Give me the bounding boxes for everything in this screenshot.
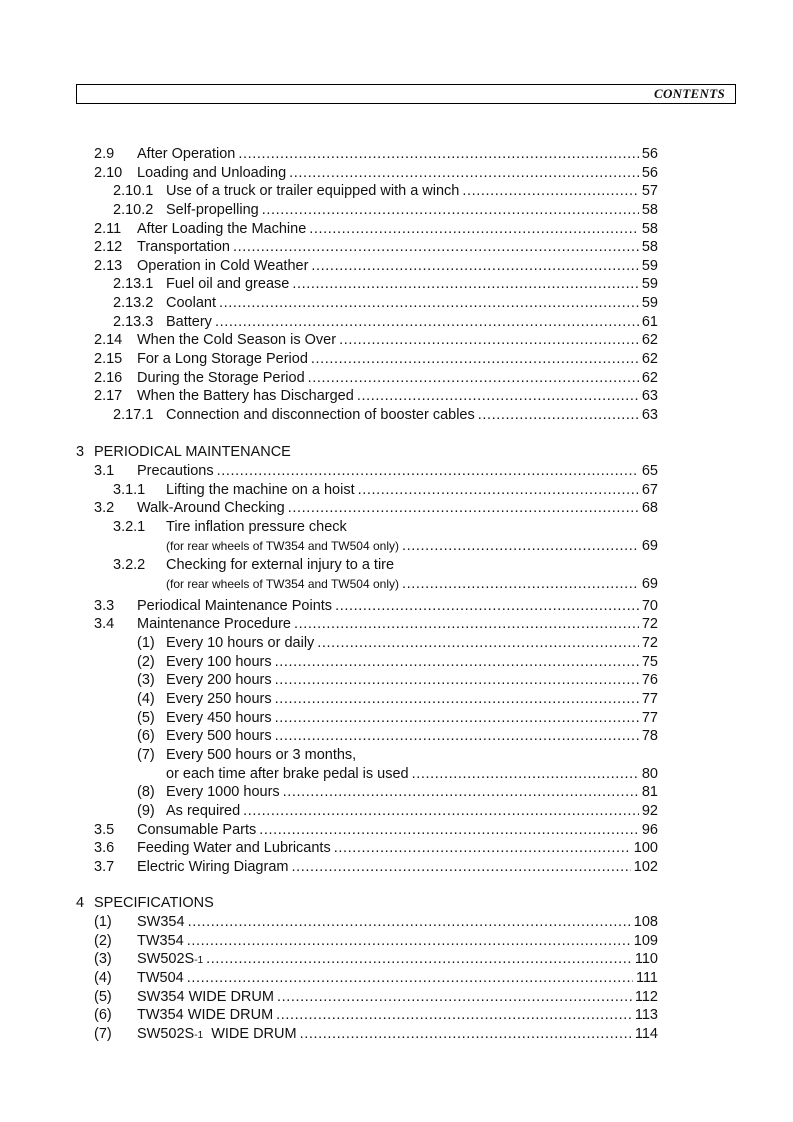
toc-entry-title: Precautions <box>137 463 214 479</box>
dot-leader <box>215 313 639 332</box>
toc-entry-title: Transportation <box>137 239 230 255</box>
toc-entry[interactable] <box>0 1006 793 1025</box>
toc-entry-number: 2.13.1 <box>113 276 154 292</box>
dot-leader <box>275 727 639 746</box>
dot-leader <box>275 653 639 672</box>
toc-entry[interactable] <box>0 462 793 481</box>
toc-entry-title: Coolant <box>166 295 216 311</box>
toc-entry-number: (1) <box>137 635 155 651</box>
toc-entry-number: 3 <box>76 444 85 460</box>
toc-entry-number: 2.17 <box>94 388 123 404</box>
toc-entry-number: 3.2.2 <box>113 557 146 573</box>
toc-entry-page: 65 <box>641 463 658 479</box>
toc-entry-number: 3.7 <box>94 859 115 875</box>
toc-entry[interactable] <box>0 709 793 728</box>
toc-entry-number: (4) <box>137 691 155 707</box>
toc-entry[interactable] <box>0 331 793 350</box>
toc-entry-page: 58 <box>641 239 658 255</box>
toc-entry[interactable] <box>0 783 793 802</box>
header-box <box>76 84 736 104</box>
toc-entry[interactable] <box>0 746 793 765</box>
toc-entry-number: 2.10.1 <box>113 183 154 199</box>
toc-entry-title: Checking for external injury to a tire <box>166 557 395 573</box>
toc-entry-page: 67 <box>641 482 658 498</box>
toc-entry-page: 69 <box>641 538 658 554</box>
toc-entry-page: 62 <box>641 370 658 386</box>
toc-entry-title: During the Storage Period <box>137 370 305 386</box>
toc-entry-title: Every 200 hours <box>166 672 272 688</box>
toc-entry-page: 81 <box>641 784 658 800</box>
toc-entry[interactable] <box>0 387 793 406</box>
toc-entry[interactable] <box>0 988 793 1007</box>
toc-entry[interactable] <box>0 894 793 913</box>
toc-entry-title: Self-propelling <box>166 202 259 218</box>
toc-entry[interactable] <box>0 556 793 575</box>
toc-entry-page: 80 <box>641 766 658 782</box>
toc-entry[interactable] <box>0 821 793 840</box>
dot-leader <box>339 331 639 350</box>
dot-leader <box>300 1025 632 1044</box>
toc-entry-page: 100 <box>633 840 658 856</box>
toc-entry[interactable] <box>0 653 793 672</box>
toc-entry[interactable] <box>0 350 793 369</box>
toc-entry-title: When the Battery has Discharged <box>137 388 354 404</box>
toc-entry[interactable] <box>0 182 793 201</box>
toc-entry-title: SW502S-1 <box>137 951 204 967</box>
toc-entry[interactable] <box>0 275 793 294</box>
dot-leader <box>311 350 639 369</box>
toc-entry-page: 77 <box>641 691 658 707</box>
toc-entry-page: 75 <box>641 654 658 670</box>
model-suffix: -1 <box>194 1030 204 1041</box>
page-header-title: CONTENTS <box>653 86 725 101</box>
toc-entry-title: When the Cold Season is Over <box>137 332 337 348</box>
dot-leader <box>276 1006 632 1025</box>
toc-entry-title: or each time after brake pedal is used <box>166 766 409 782</box>
toc-entry-page: 58 <box>641 202 658 218</box>
toc-entry-number: 3.5 <box>94 822 115 838</box>
toc-entry-page: 59 <box>641 276 658 292</box>
dot-leader <box>309 220 639 239</box>
toc-entry[interactable] <box>0 597 793 616</box>
dot-leader <box>478 406 639 425</box>
toc-entry[interactable] <box>0 220 793 239</box>
toc-entry-number: (7) <box>94 1026 112 1042</box>
dot-leader <box>308 369 639 388</box>
dot-leader <box>275 709 639 728</box>
toc-entry-number: 3.3 <box>94 598 115 614</box>
toc-entry-page: 70 <box>641 598 658 614</box>
dot-leader <box>187 969 633 988</box>
toc-entry-title: Loading and Unloading <box>137 165 287 181</box>
toc-entry-title: For a Long Storage Period <box>137 351 308 367</box>
toc-entry-page: 63 <box>641 388 658 404</box>
toc-entry-page: 58 <box>641 221 658 237</box>
toc-entry-page: 114 <box>634 1026 658 1042</box>
toc-entry-title: Lifting the machine on a hoist <box>166 482 355 498</box>
dot-leader <box>294 615 639 634</box>
toc-entry-number: 3.6 <box>94 840 115 856</box>
toc-entry[interactable] <box>0 369 793 388</box>
toc-entry-title: Electric Wiring Diagram <box>137 859 289 875</box>
toc-entry-title: SW354 WIDE DRUM <box>137 989 274 1005</box>
toc-entry-title: Every 250 hours <box>166 691 272 707</box>
toc-entry-page: 56 <box>641 165 658 181</box>
toc-entry-number: (4) <box>94 970 112 986</box>
toc-entry[interactable] <box>0 765 793 784</box>
dot-leader <box>262 201 639 220</box>
toc-entry-title: Tire inflation pressure check <box>166 519 347 535</box>
toc-entry[interactable] <box>0 1025 793 1044</box>
toc-entry[interactable] <box>0 671 793 690</box>
dot-leader <box>358 481 639 500</box>
toc-entry-page: 59 <box>641 295 658 311</box>
toc-entry[interactable] <box>0 313 793 332</box>
toc-entry[interactable] <box>0 575 793 594</box>
dot-leader <box>283 783 639 802</box>
toc-entry-number: 2.13 <box>94 258 123 274</box>
dot-leader <box>334 839 631 858</box>
dot-leader <box>188 913 631 932</box>
dot-leader <box>292 275 639 294</box>
toc-entry-number: 2.15 <box>94 351 123 367</box>
dot-leader <box>217 462 639 481</box>
toc-entry[interactable] <box>0 481 793 500</box>
toc-entry-number: (1) <box>94 914 112 930</box>
toc-entry-page: 112 <box>634 989 658 1005</box>
toc-entry[interactable] <box>0 499 793 518</box>
toc-entry[interactable] <box>0 802 793 821</box>
toc-entry-title: Every 500 hours or 3 months, <box>166 747 357 763</box>
toc-entry-number: (9) <box>137 803 155 819</box>
toc-entry-page: 63 <box>641 407 658 423</box>
toc-entry[interactable] <box>0 238 793 257</box>
toc-entry[interactable] <box>0 201 793 220</box>
toc-entry[interactable] <box>0 406 793 425</box>
dot-leader <box>402 575 639 594</box>
toc-entry-title: TW504 <box>137 970 184 986</box>
toc-entry-number: 2.10.2 <box>113 202 154 218</box>
toc-entry-page: 111 <box>635 970 658 986</box>
toc-entry-page: 76 <box>641 672 658 688</box>
dot-leader <box>357 387 639 406</box>
toc-entry-number: (8) <box>137 784 155 800</box>
toc-entry-page: 69 <box>641 576 658 592</box>
toc-entry[interactable] <box>0 839 793 858</box>
toc-entry[interactable] <box>0 858 793 877</box>
dot-leader <box>206 950 632 969</box>
dot-leader <box>238 145 639 164</box>
toc-entry-number: 3.4 <box>94 616 115 632</box>
toc-entry-page: 62 <box>641 351 658 367</box>
toc-entry-number: (7) <box>137 747 155 763</box>
toc-entry-title: Every 10 hours or daily <box>166 635 315 651</box>
toc-entry[interactable] <box>0 634 793 653</box>
toc-entry-title: Periodical Maintenance Points <box>137 598 333 614</box>
toc-entry-title: Fuel oil and grease <box>166 276 290 292</box>
toc-entry-title: Every 1000 hours <box>166 784 280 800</box>
toc-entry-number: 2.12 <box>94 239 123 255</box>
toc-entry-page: 92 <box>641 803 658 819</box>
dot-leader <box>275 690 639 709</box>
dot-leader <box>289 164 639 183</box>
toc-entry-number: (2) <box>137 654 155 670</box>
toc-entry[interactable] <box>0 969 793 988</box>
toc-entry-title: SW354 <box>137 914 185 930</box>
toc-entry-title: TW354 WIDE DRUM <box>137 1007 274 1023</box>
toc-entry-page: 113 <box>634 1007 658 1023</box>
toc-entry-title: SW502S-1 WIDE DRUM <box>137 1026 297 1042</box>
toc-entry-page: 57 <box>641 183 658 199</box>
dot-leader <box>291 858 630 877</box>
toc-entry-title: Every 450 hours <box>166 710 272 726</box>
toc-entry[interactable] <box>0 443 793 462</box>
toc-entry-title: Every 500 hours <box>166 728 272 744</box>
toc-entry-page: 72 <box>641 635 658 651</box>
toc-entry-number: 3.1.1 <box>113 482 146 498</box>
toc-entry[interactable] <box>0 164 793 183</box>
toc-entry-number: 2.16 <box>94 370 123 386</box>
toc-entry-number: 3.2.1 <box>113 519 146 535</box>
toc-entry-number: 2.9 <box>94 146 115 162</box>
dot-leader <box>243 802 639 821</box>
dot-leader <box>317 634 639 653</box>
toc-entry[interactable] <box>0 294 793 313</box>
toc-entry-title: Operation in Cold Weather <box>137 258 309 274</box>
toc-entry-title: After Loading the Machine <box>137 221 307 237</box>
toc-entry-number: (6) <box>137 728 155 744</box>
toc-entry-number: (6) <box>94 1007 112 1023</box>
toc-entry-title: Walk-Around Checking <box>137 500 285 516</box>
toc-entry-page: 102 <box>633 859 658 875</box>
toc-entry-title: Feeding Water and Lubricants <box>137 840 331 856</box>
toc-entry-page: 96 <box>641 822 658 838</box>
toc-entry-number: (3) <box>137 672 155 688</box>
toc-entry-number: 2.14 <box>94 332 123 348</box>
toc-entry-number: (2) <box>94 933 112 949</box>
toc-entry-number: 3.2 <box>94 500 115 516</box>
toc-entry[interactable] <box>0 615 793 634</box>
toc-entry-page: 108 <box>633 914 658 930</box>
toc-entry[interactable] <box>0 145 793 164</box>
toc-entry-title: Maintenance Procedure <box>137 616 291 632</box>
toc-entry-page: 68 <box>641 500 658 516</box>
toc-entry-page: 61 <box>641 314 658 330</box>
toc-entry-number: 2.11 <box>94 221 122 237</box>
toc-entry-number: 4 <box>76 895 85 911</box>
toc-entry[interactable] <box>0 518 793 537</box>
toc-entry-number: (5) <box>137 710 155 726</box>
toc-entry[interactable] <box>0 950 793 969</box>
toc-entry[interactable] <box>0 257 793 276</box>
toc-entry-title: PERIODICAL MAINTENANCE <box>94 444 291 460</box>
toc-entry-title: Consumable Parts <box>137 822 257 838</box>
toc-entry-number: (3) <box>94 951 112 967</box>
dot-leader <box>311 257 638 276</box>
toc-entry[interactable] <box>0 727 793 746</box>
toc-entry-title: After Operation <box>137 146 236 162</box>
toc-entry[interactable] <box>0 537 793 556</box>
toc-entry-title: Every 100 hours <box>166 654 272 670</box>
toc-entry[interactable] <box>0 913 793 932</box>
toc-entry-page: 77 <box>641 710 658 726</box>
toc-entry-number: (5) <box>94 989 112 1005</box>
toc-entry-page: 78 <box>641 728 658 744</box>
toc-entry-number: 2.10 <box>94 165 123 181</box>
dot-leader <box>187 932 631 951</box>
toc-entry-page: 109 <box>633 933 658 949</box>
toc-entry-title: Battery <box>166 314 212 330</box>
toc-entry-title: SPECIFICATIONS <box>94 895 214 911</box>
dot-leader <box>412 765 639 784</box>
toc-entry-title: As required <box>166 803 241 819</box>
dot-leader <box>233 238 639 257</box>
toc-entry-title: (for rear wheels of TW354 and TW504 only) <box>166 577 399 591</box>
dot-leader <box>219 294 639 313</box>
toc-entry-title: TW354 <box>137 933 184 949</box>
dot-leader <box>275 671 639 690</box>
toc-entry-title: Connection and disconnection of booster cables <box>166 407 475 423</box>
model-suffix: -1 <box>194 955 204 966</box>
toc-entry-page: 59 <box>641 258 658 274</box>
toc-entry-page: 62 <box>641 332 658 348</box>
toc-entry-title: Use of a truck or trailer equipped with a winch <box>166 183 460 199</box>
toc-entry-page: 56 <box>641 146 658 162</box>
toc-entry-number: 2.13.3 <box>113 314 154 330</box>
toc-entry-title: (for rear wheels of TW354 and TW504 only) <box>166 539 399 553</box>
toc-entry-page: 110 <box>634 951 658 967</box>
toc-entry-number: 3.1 <box>94 463 115 479</box>
dot-leader <box>277 988 632 1007</box>
dot-leader <box>288 499 639 518</box>
toc-entry[interactable] <box>0 690 793 709</box>
toc-entry-page: 72 <box>641 616 658 632</box>
dot-leader <box>335 597 639 616</box>
toc-entry-number: 2.17.1 <box>113 407 154 423</box>
toc-entry-number: 2.13.2 <box>113 295 154 311</box>
toc-entry[interactable] <box>0 932 793 951</box>
dot-leader <box>462 182 638 201</box>
dot-leader <box>259 821 639 840</box>
dot-leader <box>402 537 639 556</box>
